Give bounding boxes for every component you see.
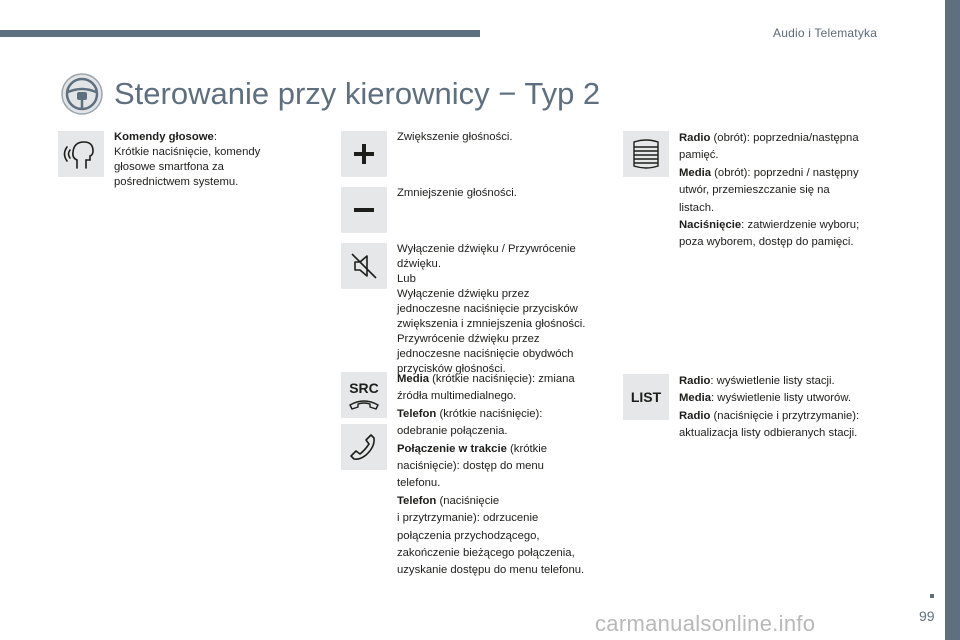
volume-up-description: Zwiększenie głośności.: [397, 131, 513, 143]
thumbwheel-description: Radio (obrót): poprzednia/następna pamięć. Media (obrót): poprzedni / następny utwór, przemieszczanie się na listach. Naciśnięcie: zatwierdzenie wyboru; poza wyborem, dostęp do pamięci.: [679, 132, 860, 249]
thumbwheel-icon: [623, 131, 669, 177]
watermark: carmanualsonline.info: [595, 611, 816, 636]
media-phone-description: Media (krótkie naciśnięcie): zmiana źródła multimedialnego. Telefon (krótkie naciśnięcie): odebranie połączenia. Połączenie w trakcie (krótkie naciśnięcie): dostęp do menu telefonu. Telefon (naciśnięcie i przytrzymanie): odrzucenie połączenia przychodzącego, zakończenie bieżącego połączenia, uzyskanie dostępu do menu telefonu.: [397, 373, 585, 577]
phone-icon: [341, 424, 387, 470]
page-number: 99: [919, 608, 935, 624]
mute-icon: [341, 243, 387, 289]
plus-icon: [341, 131, 387, 177]
page-title: Sterowanie przy kierownicy − Typ 2: [114, 76, 601, 111]
page-dot: [930, 594, 934, 598]
list-label: LIST: [630, 389, 662, 405]
mute-description: Wyłączenie dźwięku / Przywrócenie dźwięku. Lub Wyłączenie dźwięku przez jednoczesne naciśnięcie przycisków zwiększenia i zmniejszenia głośności. Przywrócenie dźwięku przez jednoczesne naciśnięcie obydwóch przycisków głośności.: [397, 243, 586, 375]
src-phone-icon: [341, 372, 387, 418]
src-label: SRC: [349, 380, 379, 396]
steering-wheel-icon: [60, 72, 104, 116]
page-edge-strip: [945, 0, 960, 640]
section-title: Audio i Telematyka: [773, 26, 878, 40]
voice-command-icon: [58, 131, 104, 177]
list-description: Radio: wyświetlenie listy stacji. Media: wyświetlenie listy utworów. Radio (naciśnięcie i przytrzymanie): aktualizacja listy odbieranych stacji.: [679, 375, 860, 440]
list-icon: [623, 374, 669, 420]
minus-icon: [341, 187, 387, 233]
header-accent-bar: [0, 30, 480, 37]
volume-down-description: Zmniejszenie głośności.: [397, 187, 517, 199]
voice-command-description: Komendy głosowe: Krótkie naciśnięcie, komendy głosowe smartfona za pośrednictwem systemu.: [114, 131, 261, 188]
